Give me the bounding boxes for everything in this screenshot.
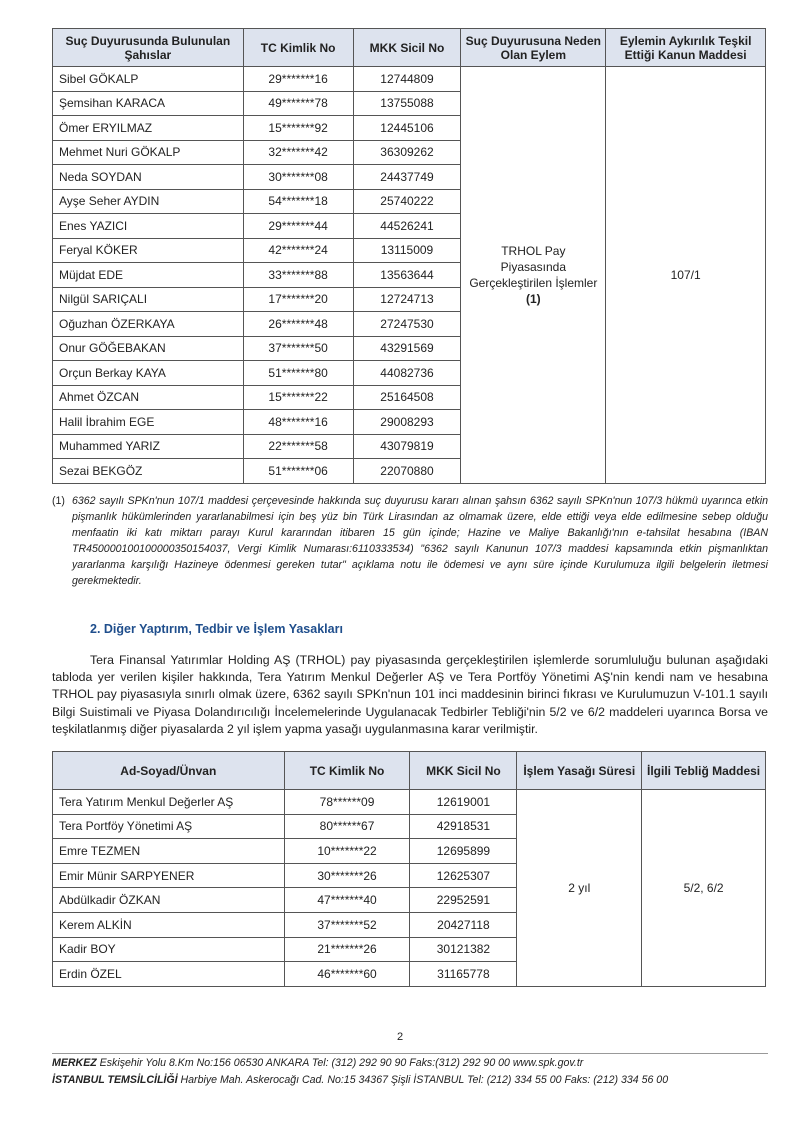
action-text-line1: TRHOL Pay Piyasasında [500,243,567,274]
footnote-text: 6362 sayılı SPKn'nun 107/1 maddesi çerçevesinde hakkında suç duyurusu kararı alınan şahsın 6362 sayılı SPKn'nun 107/3 hükmü uyarınca etkin pişmanlık hükümlerinden yararlanabilmesi için beş yüz bin Türk Lirasından az olmamak üzere, elde ettiği veya elde edilmesine sebep olduğu menfaatin iki katı miktarı parayı Kurul kararından itibaren 15 gün içinde; Hazine ve Maliye Bakanlığı'nın e-tahsilat hesabına (IBAN TR450000100100000350154037, Vergi Kimlik Numarası:6110333534) "6362 sayılı Kanunun 107/3 maddesi kapsamında etkin pişmanlıktan yararlanma karşılığı Hazineye ödenmesi gereken tutar" açıklama notu ile ödemesi ve aynı süre içinde Kurulumuza ilgili belgelerin iletmesi gerekmektedir. [72,495,768,587]
footnote-mark: (1) [52,495,65,507]
footer-line-hq [52,1057,768,1069]
tc-id: 51*******80 [243,361,353,386]
mkk-id: 44082736 [353,361,461,386]
mkk-id: 27247530 [353,312,461,337]
table-header-row [53,752,766,790]
col-header-action: Suç Duyurusuna Neden Olan Eylem [461,29,606,67]
mkk-id: 25164508 [353,385,461,410]
tc-id: 49*******78 [243,91,353,116]
entity-name: Kadir BOY [53,937,285,962]
person-name: Mehmet Nuri GÖKALP [53,140,244,165]
tc-id: 46*******60 [284,962,410,987]
mkk-id: 22952591 [410,888,517,913]
person-name: Müjdat EDE [53,263,244,288]
footnote [52,493,768,589]
mkk-id: 43079819 [353,434,461,459]
tc-id: 29*******44 [243,214,353,239]
footer-istanbul-label: İSTANBUL TEMSİLCİLİĞİ [52,1074,178,1086]
entity-name: Tera Yatırım Menkul Değerler AŞ [53,790,285,815]
table-header-row [53,29,766,67]
footnote-ref: (1) [526,291,541,306]
col-header-law-article: Eylemin Aykırılık Teşkil Ettiği Kanun Maddesi [606,29,766,67]
person-name: Oğuzhan ÖZERKAYA [53,312,244,337]
mkk-id: 25740222 [353,189,461,214]
page-number: 2 [396,1031,404,1043]
mkk-id: 12695899 [410,839,517,864]
mkk-id: 12619001 [410,790,517,815]
person-name: Ahmet ÖZCAN [53,385,244,410]
person-name: Enes YAZICI [53,214,244,239]
footer-hq-label: MERKEZ [52,1057,97,1069]
footer-hq-address: Eskişehir Yolu 8.Km No:156 06530 ANKARA Tel: (312) 292 90 90 Faks:(312) 292 90 00 www.spk.gov.tr [96,1057,584,1069]
tc-id: 37*******50 [243,336,353,361]
mkk-id: 42918531 [410,814,517,839]
col-header-tc-id: TC Kimlik No [243,29,353,67]
mkk-id: 12724713 [353,287,461,312]
trading-ban-table [52,751,766,987]
col-header-ban-duration: İşlem Yasağı Süresi [517,752,642,790]
mkk-id: 12445106 [353,116,461,141]
criminal-complaint-table [52,28,766,484]
mkk-id: 22070880 [353,459,461,484]
col-header-mkk-id: MKK Sicil No [353,29,461,67]
entity-name: Tera Portföy Yönetimi AŞ [53,814,285,839]
tc-id: 33*******88 [243,263,353,288]
person-name: Halil İbrahim EGE [53,410,244,435]
col-header-name: Ad-Soyad/Ünvan [53,752,285,790]
table-row [53,790,766,815]
mkk-id: 20427118 [410,912,517,937]
col-header-tc-id: TC Kimlik No [284,752,410,790]
person-name: Orçun Berkay KAYA [53,361,244,386]
tc-id: 15*******92 [243,116,353,141]
tc-id: 10*******22 [284,839,410,864]
mkk-id: 43291569 [353,336,461,361]
footer-istanbul-address: Harbiye Mah. Askerocağı Cad. No:15 34367 Şişli İSTANBUL Tel: (212) 334 55 00 Faks: (212) 334 56 00 [177,1074,669,1086]
action-cell [461,67,606,484]
person-name: Sibel GÖKALP [53,67,244,92]
law-article-cell: 107/1 [606,67,766,484]
mkk-id: 13563644 [353,263,461,288]
mkk-id: 36309262 [353,140,461,165]
tc-id: 37*******52 [284,912,410,937]
tc-id: 47*******40 [284,888,410,913]
tc-id: 21*******26 [284,937,410,962]
tc-id: 51*******06 [243,459,353,484]
person-name: Muhammed YARIZ [53,434,244,459]
tc-id: 17*******20 [243,287,353,312]
tc-id: 48*******16 [243,410,353,435]
person-name: Ayşe Seher AYDIN [53,189,244,214]
footer-divider [52,1053,768,1054]
entity-name: Kerem ALKİN [53,912,285,937]
section-paragraph: Tera Finansal Yatırımlar Holding AŞ (TRHOL) pay piyasasında gerçekleştirilen işlemlerde sorumluluğu bulunan aşağıdaki tabloda yer verilen kişiler hakkında, Tera Yatırım Menkul Değerler AŞ ve Tera Portföy Yönetimi AŞ'nin kendi nam ve hesabına TRHOL pay piyasasıyla sınırlı olmak üzere, 6362 sayılı SPKn'nun 101 inci maddesinin birinci fıkrası ve Kurulumuzun V-101.1 sayılı Bilgi Suistimali ve Piyasa Dolandırıcılığı İncelemelerinde Uygulanacak Tedbirler Tebliği'nin 5/2 ve 6/2 maddeleri uyarınca Borsa ve teşkilatlanmış diğer piyasalarda 2 yıl işlem yapma yasağı uygulanmasına karar verilmiştir. [52,653,768,736]
mkk-id: 12625307 [410,863,517,888]
mkk-id: 13755088 [353,91,461,116]
ban-duration-cell: 2 yıl [517,790,642,987]
tc-id: 78******09 [284,790,410,815]
person-name: Neda SOYDAN [53,165,244,190]
regulation-article-cell: 5/2, 6/2 [642,790,766,987]
tc-id: 80******67 [284,814,410,839]
mkk-id: 24437749 [353,165,461,190]
tc-id: 32*******42 [243,140,353,165]
section-heading: 2. Diğer Yaptırım, Tedbir ve İşlem Yasakları [90,622,343,636]
tc-id: 26*******48 [243,312,353,337]
entity-name: Emir Münir SARPYENER [53,863,285,888]
mkk-id: 13115009 [353,238,461,263]
tc-id: 29*******16 [243,67,353,92]
action-text-line2: Gerçekleştirilen İşlemler [469,275,598,290]
col-header-mkk-id: MKK Sicil No [410,752,517,790]
tc-id: 30*******26 [284,863,410,888]
tc-id: 30*******08 [243,165,353,190]
tc-id: 42*******24 [243,238,353,263]
person-name: Şemsihan KARACA [53,91,244,116]
person-name: Sezai BEKGÖZ [53,459,244,484]
person-name: Onur GÖĞEBAKAN [53,336,244,361]
mkk-id: 29008293 [353,410,461,435]
col-header-regulation-article: İlgili Tebliğ Maddesi [642,752,766,790]
mkk-id: 30121382 [410,937,517,962]
col-header-persons: Suç Duyurusunda Bulunulan Şahıslar [53,29,244,67]
footer-line-istanbul [52,1074,768,1086]
person-name: Feryal KÖKER [53,238,244,263]
mkk-id: 12744809 [353,67,461,92]
tc-id: 15*******22 [243,385,353,410]
person-name: Ömer ERYILMAZ [53,116,244,141]
tc-id: 22*******58 [243,434,353,459]
mkk-id: 31165778 [410,962,517,987]
table-row [53,67,766,92]
tc-id: 54*******18 [243,189,353,214]
entity-name: Erdin ÖZEL [53,962,285,987]
entity-name: Emre TEZMEN [53,839,285,864]
person-name: Nilgül SARIÇALI [53,287,244,312]
entity-name: Abdülkadir ÖZKAN [53,888,285,913]
mkk-id: 44526241 [353,214,461,239]
